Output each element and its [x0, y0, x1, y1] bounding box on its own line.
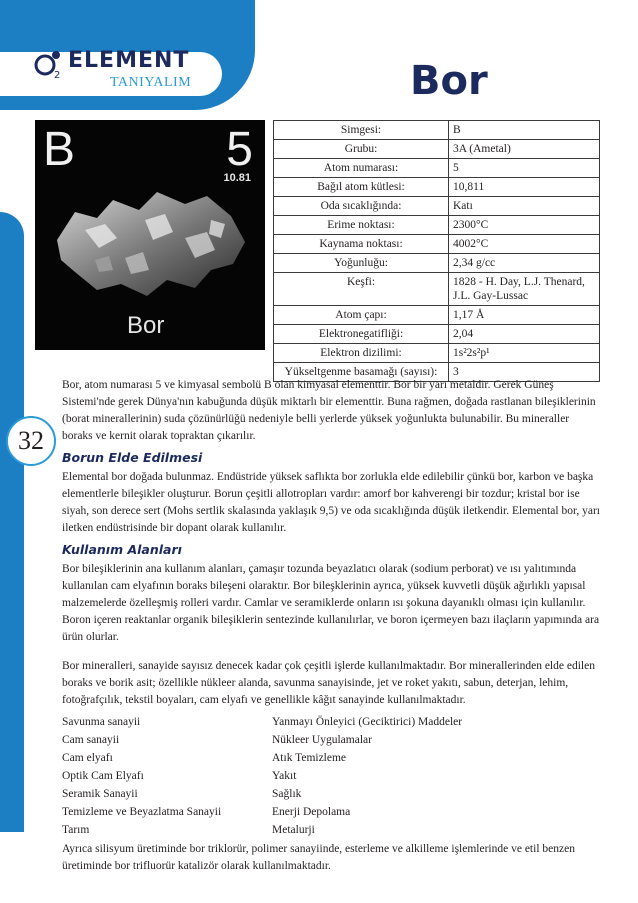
property-key: Bağıl atom kütlesi:: [274, 178, 449, 197]
page-title: Bor: [410, 58, 488, 104]
article-body: [62, 377, 602, 879]
property-value: 2300°C: [449, 216, 600, 235]
element-image: [35, 120, 265, 350]
table-row: [274, 178, 600, 197]
property-value: 3: [449, 363, 600, 382]
properties-table: [273, 120, 600, 382]
list-item: Nükleer Uygulamalar: [272, 734, 372, 746]
property-value: 1828 - H. Day, L.J. Thenard, J.L. Gay-Lussac: [449, 273, 600, 306]
property-key: Kaynama noktası:: [274, 235, 449, 254]
property-key: Keşfi:: [274, 273, 449, 306]
property-value: 2,04: [449, 325, 600, 344]
logo-word: ELEMENT: [68, 48, 190, 73]
table-row: [274, 121, 600, 140]
property-value: 5: [449, 159, 600, 178]
table-row: [274, 273, 600, 306]
svg-text:2: 2: [54, 70, 61, 80]
list-item: Atık Temizleme: [272, 752, 347, 764]
table-row: [274, 254, 600, 273]
footer-paragraph: Ayrıca silisyum üretiminde bor triklorür, polimer sanayiinde, esterleme ve alkilleme işlemlerinde ve etil benzen üretiminde bor trifluorür katalizör olarak kullanılmaktadır.: [62, 843, 575, 872]
table-row: [274, 197, 600, 216]
list-item: Cam elyafı: [62, 752, 113, 764]
table-row: [274, 325, 600, 344]
property-value: 4002°C: [449, 235, 600, 254]
property-key: Atom numarası:: [274, 159, 449, 178]
section-heading-production: Borun Elde Edilmesi: [62, 450, 203, 465]
property-value: Katı: [449, 197, 600, 216]
list-item: Tarım: [62, 824, 90, 836]
list-item: Temizleme ve Beyazlatma Sanayii: [62, 806, 222, 818]
property-key: Atom çapı:: [274, 306, 449, 325]
property-value: 1s²2s²p¹: [449, 344, 600, 363]
table-row: [274, 344, 600, 363]
element-name: Bor: [127, 312, 165, 339]
element-atomic-mass: 10.81: [223, 172, 251, 184]
list-item: Savunma sanayii: [62, 716, 141, 728]
uses-paragraph-1: Bor bileşiklerinin ana kullanım alanları, çamaşır tozunda beyazlatıcı olarak (sodium perborat) ve ısı yalıtımında kullanılan cam elyafının boraks bileşeni olaraktır. Bor bileşklerinin ayrıca, yüksek kuvvetli düşük ağırlıklı yapısal malzemelerde özelleşmiş rolleri vardır. Camlar ve seramiklerde onların ısı şokuna dayanıklı olması için kullanılır. Boron içeren reaktanlar organik bileşiklerin sentezinde kullanılırlar, ve boron içermeyen bazı ilaçların yapımında ara ürün olurlar.: [62, 563, 600, 643]
property-value: 10,811: [449, 178, 600, 197]
property-key: Grubu:: [274, 140, 449, 159]
table-row: [274, 306, 600, 325]
element-atomic-number: 5: [226, 123, 253, 176]
uses-list: [62, 713, 602, 839]
table-row: [274, 159, 600, 178]
list-item: Yakıt: [272, 770, 297, 782]
logo-subtitle: TANIYALIM: [110, 75, 192, 90]
property-key: Elektron dizilimi:: [274, 344, 449, 363]
intro-paragraph: Bor, atom numarası 5 ve kimyasal sembolü B olan kimyasal elementtir. Bor bir yarı metaldir. Gerek Güneş Sistemi'nde gerek Dünya'nın kabuğunda düşük miktarlı bir elementtir. Buna rağmen, doğada rastlanan bileşiklerinin (borat minerallerinin) suda çözünürlüğü nedeniyle belli yerlerde yüksek yoğunlukta bulunabilir. Bu mineraller boraks ve kernit olarak topraktan çıkarılır.: [62, 379, 596, 442]
list-item: Enerji Depolama: [272, 806, 351, 818]
property-key: Yükseltgenme basamağı (sayısı):: [274, 363, 449, 382]
list-item: Yanmayı Önleyici (Geciktirici) Maddeler: [272, 716, 463, 728]
property-key: Erime noktası:: [274, 216, 449, 235]
table-row: [274, 216, 600, 235]
list-item: Seramik Sanayii: [62, 788, 138, 800]
list-item: Optik Cam Elyafı: [62, 770, 144, 782]
side-strip: [0, 212, 24, 832]
oxygen-atom-icon: [32, 48, 64, 80]
property-key: Oda sıcaklığında:: [274, 197, 449, 216]
element-symbol: B: [43, 123, 76, 176]
table-row: [274, 235, 600, 254]
section-heading-uses: Kullanım Alanları: [62, 542, 182, 557]
property-key: Yoğunluğu:: [274, 254, 449, 273]
property-value: 1,17 Å: [449, 306, 600, 325]
table-row: [274, 140, 600, 159]
property-value: 3A (Ametal): [449, 140, 600, 159]
uses-paragraph-2: Bor mineralleri, sanayide sayısız denecek kadar çok çeşitli işlerde kullanılmaktadır. Bor minerallerinden elde edilen boraks ve borik asit; özellikle nükleer alanda, savunma sanayisinde, jet ve roket yakıtı, sabun, deterjan, lehim, fotoğrafçılık, tekstil boyaları, cam elyafı ve genellikle kâğıt sanayinde kullanılmaktadır.: [62, 660, 595, 706]
property-value: 2,34 g/cc: [449, 254, 600, 273]
list-item: Metalurji: [272, 824, 315, 836]
list-item: Cam sanayii: [62, 734, 120, 746]
property-key: Simgesi:: [274, 121, 449, 140]
property-key: Elektronegatifliği:: [274, 325, 449, 344]
list-item: Sağlık: [272, 788, 302, 800]
production-paragraph: Elemental bor doğada bulunmaz. Endüstride yüksek saflıkta bor zorlukla elde edilebilir çünkü bor, karbon ve başka elementlerle bileşikler oluşturur. Borun çeşitli allotropları vardır: amorf bor kahverengi bir tozdur; kristal bor ise siyah, son derece sert (Mohs sertlik skalasında yaklaşık 9,5) ve oda sıcaklığında düşük iletkendir. Elemental bor, yarı iletken endüstrisinde bir dopant olarak kullanılır.: [62, 471, 600, 534]
page-number: 32: [6, 416, 56, 466]
property-value: B: [449, 121, 600, 140]
